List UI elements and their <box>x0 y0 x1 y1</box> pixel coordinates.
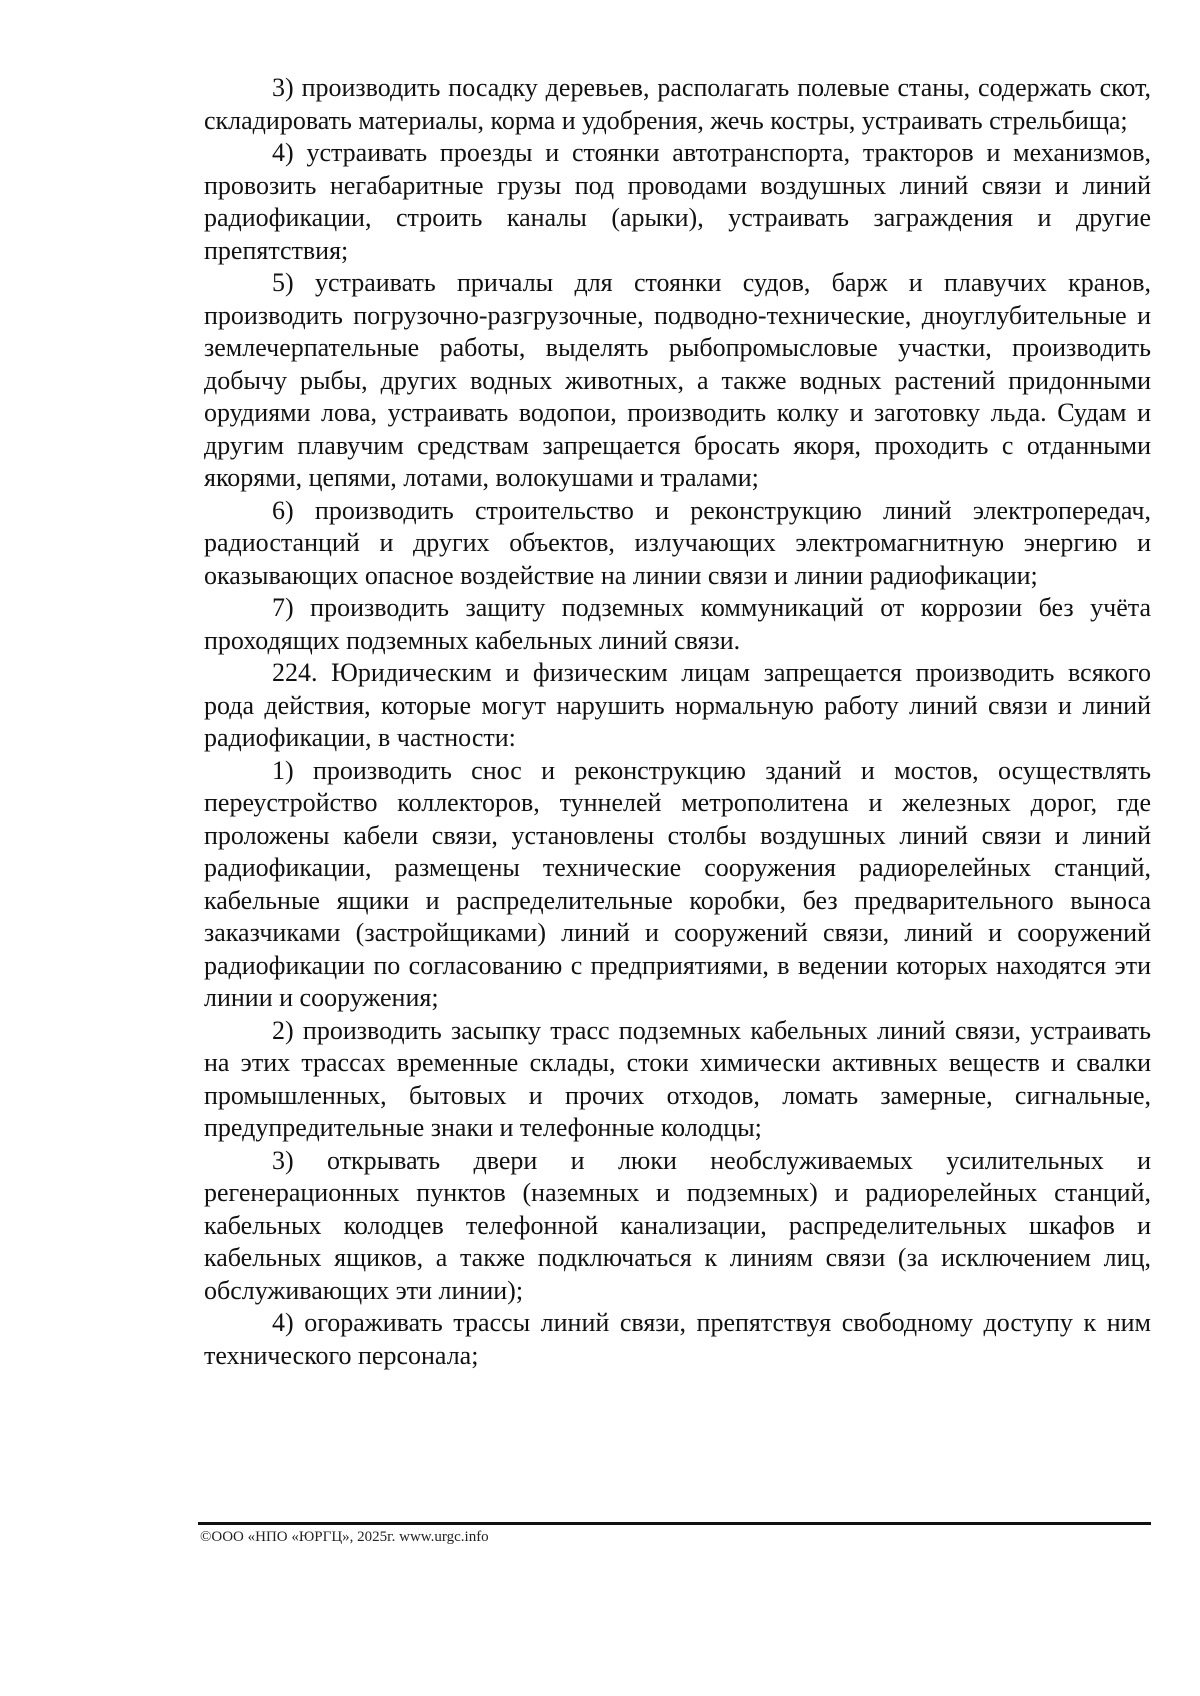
footer-divider <box>198 1522 1151 1525</box>
paragraph-item-5-moorings: 5) устраивать причалы для стоянки судов, барж и плавучих кранов, производить погрузочно-разгрузочные, подводно-технические, дноуглубительные и землечерпательные работы, выделять рыбопромысловые участки, производить добычу рыбы, других водных животных, а также водных растений придонными орудиями лова, устраивать водопои, производить колку и заготовку льда. Судам и другим плавучим средствам запрещается бросать якоря, проходить с отданными якорями, цепями, лотами, волокушами и тралами; <box>204 268 1151 492</box>
paragraph-item-1-demolition: 1) производить снос и реконструкцию зданий и мостов, осуществлять переустройство коллекторов, туннелей метрополитена и железных дорог, где проложены кабели связи, установлены столбы воздушных линий связи и линий радиофикации, размещены технические сооружения радиорелейных станций, кабельные ящики и распределительные коробки, без предварительного выноса заказчиками (застройщиками) линий и сооружений связи, линий и сооружений радиофикации по согласованию с предприятиями, в ведении которых находятся эти линии и сооружения; <box>204 755 1151 1012</box>
paragraph-clause-224: 224. Юридическим и физическим лицам запрещается производить всякого рода действия, которые могут нарушить нормальную работу линий связи и линий радиофикации, в частности: <box>204 658 1151 752</box>
paragraph-item-3-doors: 3) открывать двери и люки необслуживаемых усилительных и регенерационных пунктов (наземных и подземных) и радиорелейных станций, кабельных колодцев телефонной канализации, распределительных шкафов и кабельных ящиков, а также подключаться к линиям связи (за исключением лиц, обслуживающих эти линии); <box>204 1145 1151 1305</box>
paragraph-item-2-backfill: 2) производить засыпку трасс подземных кабельных линий связи, устраивать на этих трассах временные склады, стоки химически активных веществ и свалки промышленных, бытовых и прочих отходов, ломать замерные, сигнальные, предупредительные знаки и телефонные колодцы; <box>204 1015 1151 1142</box>
paragraph-item-7-corrosion: 7) производить защиту подземных коммуникаций от коррозии без учёта проходящих подземных кабельных линий связи. <box>204 593 1151 655</box>
footer-copyright: ©ООО «НПО «ЮРГЦ», 2025г. www.urgc.info <box>200 1529 489 1545</box>
paragraph-item-4-fencing: 4) огораживать трассы линий связи, препятствуя свободному доступу к ним технического персонала; <box>204 1308 1151 1370</box>
paragraph-item-4-vehicles: 4) устраивать проезды и стоянки автотранспорта, тракторов и механизмов, провозить негабаритные грузы под проводами воздушных линий связи и линий радиофикации, строить каналы (арыки), устраивать заграждения и другие препятствия; <box>204 138 1151 265</box>
document-body <box>204 72 1151 1372</box>
paragraph-item-6-power-lines: 6) производить строительство и реконструкцию линий электропередач, радиостанций и других объектов, излучающих электромагнитную энергию и оказывающих опасное воздействие на линии связи и линии радиофикации; <box>204 495 1151 590</box>
paragraph-item-3-planting: 3) производить посадку деревьев, располагать полевые станы, содержать скот, складировать материалы, корма и удобрения, жечь костры, устраивать стрельбища; <box>204 73 1151 135</box>
